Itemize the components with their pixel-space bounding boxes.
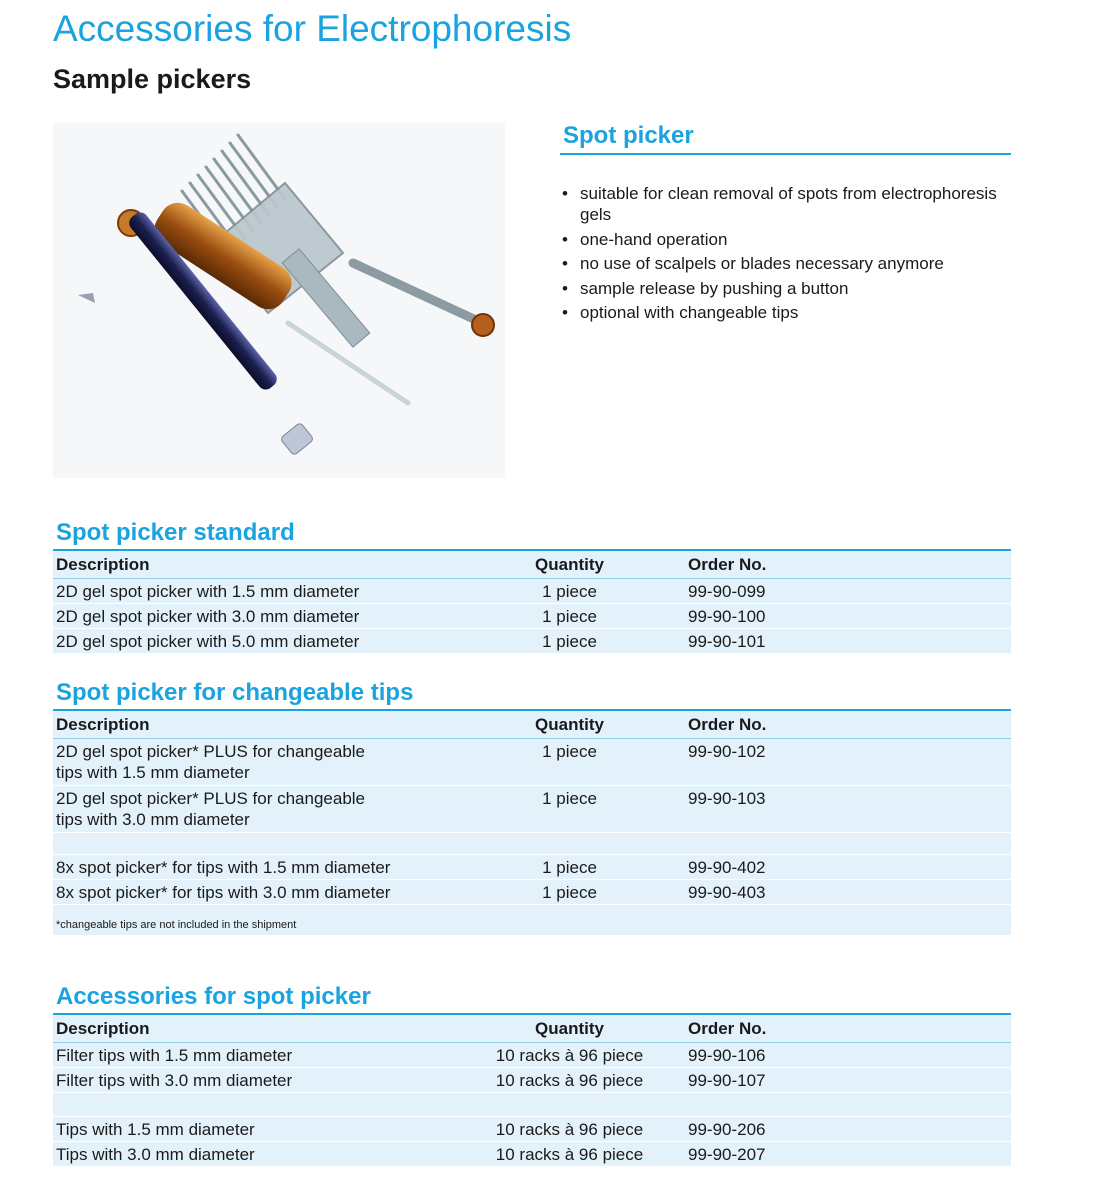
feature-item: • no use of scalpels or blades necessary anymore xyxy=(560,253,1011,274)
table-row xyxy=(53,1117,1011,1142)
cell-quantity: 1 piece xyxy=(542,742,597,761)
cell-order-no: 99-90-101 xyxy=(688,632,766,651)
cell-description xyxy=(53,833,451,835)
table-header xyxy=(53,709,1011,739)
cell-description: 2D gel spot picker with 1.5 mm diameter xyxy=(56,582,360,601)
footnote: *changeable tips are not included in the shipment xyxy=(53,905,1011,935)
spot-picker-info xyxy=(560,120,1011,327)
cell-order-no xyxy=(688,1093,1011,1095)
cell-description: Tips with 3.0 mm diameter xyxy=(56,1145,255,1164)
table-row xyxy=(53,739,1011,786)
header-order-no: Order No. xyxy=(688,555,767,574)
cell-quantity: 10 racks à 96 piece xyxy=(495,1145,644,1164)
page-title: Accessories for Electrophoresis xyxy=(53,8,572,49)
cell-quantity: 1 piece xyxy=(542,789,597,808)
table-accessories-spot-picker xyxy=(53,982,1011,1167)
table-row xyxy=(53,1043,1011,1068)
cell-description xyxy=(53,1093,451,1095)
table-row-spacer xyxy=(53,1093,1011,1117)
table-row xyxy=(53,1142,1011,1167)
cell-description: 2D gel spot picker* PLUS for changeable tips with 3.0 mm diameter xyxy=(56,789,366,829)
cell-quantity: 10 racks à 96 piece xyxy=(495,1120,644,1139)
cell-order-no: 99-90-107 xyxy=(688,1071,766,1090)
cell-description: 2D gel spot picker with 5.0 mm diameter xyxy=(56,632,360,651)
header-quantity: Quantity xyxy=(535,715,604,734)
cell-description: Filter tips with 3.0 mm diameter xyxy=(56,1071,293,1090)
table-title: Spot picker for changeable tips xyxy=(56,679,414,706)
cell-order-no: 99-90-106 xyxy=(688,1046,766,1065)
feature-item: • sample release by pushing a button xyxy=(560,278,1011,299)
table-row xyxy=(53,604,1011,629)
feature-item: • one-hand operation xyxy=(560,229,1011,250)
header-description: Description xyxy=(56,555,150,574)
table-row xyxy=(53,1068,1011,1093)
cell-description: 8x spot picker* for tips with 3.0 mm diameter xyxy=(56,883,391,902)
feature-list xyxy=(560,183,1011,323)
table-header xyxy=(53,1013,1011,1043)
table-row xyxy=(53,629,1011,654)
cell-quantity: 1 piece xyxy=(542,607,597,626)
cell-quantity xyxy=(451,1093,688,1095)
cell-description: 2D gel spot picker with 3.0 mm diameter xyxy=(56,607,360,626)
cell-quantity xyxy=(451,833,688,835)
page-subtitle: Sample pickers xyxy=(53,64,252,94)
cell-order-no: 99-90-206 xyxy=(688,1120,766,1139)
header-description: Description xyxy=(56,715,150,734)
feature-item: • suitable for clean removal of spots from electrophoresis gels xyxy=(560,183,1011,225)
cell-description: Filter tips with 1.5 mm diameter xyxy=(56,1046,293,1065)
cell-quantity: 1 piece xyxy=(542,883,597,902)
table-spot-picker-standard xyxy=(53,518,1011,654)
table-row xyxy=(53,579,1011,604)
spot-picker-heading: Spot picker xyxy=(560,120,1011,155)
cell-quantity: 10 racks à 96 piece xyxy=(495,1046,644,1065)
table-title: Accessories for spot picker xyxy=(56,983,371,1010)
cell-order-no: 99-90-099 xyxy=(688,582,766,601)
table-row-spacer xyxy=(53,833,1011,855)
cell-order-no: 99-90-100 xyxy=(688,607,766,626)
table-row xyxy=(53,786,1011,833)
header-order-no: Order No. xyxy=(688,715,767,734)
feature-item: • optional with changeable tips xyxy=(560,302,1011,323)
table-row xyxy=(53,855,1011,880)
cell-quantity: 1 piece xyxy=(542,632,597,651)
cell-quantity: 1 piece xyxy=(542,582,597,601)
cell-order-no: 99-90-103 xyxy=(688,789,766,808)
cell-order-no: 99-90-403 xyxy=(688,883,766,902)
header-order-no: Order No. xyxy=(688,1019,767,1038)
cell-description: 2D gel spot picker* PLUS for changeable tips with 1.5 mm diameter xyxy=(56,742,366,782)
cell-description: Tips with 1.5 mm diameter xyxy=(56,1120,255,1139)
table-header xyxy=(53,549,1011,579)
table-spot-picker-changeable-tips xyxy=(53,678,1011,935)
cell-description: 8x spot picker* for tips with 1.5 mm diameter xyxy=(56,858,391,877)
cell-order-no: 99-90-102 xyxy=(688,742,766,761)
cell-order-no: 99-90-207 xyxy=(688,1145,766,1164)
header-quantity: Quantity xyxy=(535,555,604,574)
spot-picker-product-photo xyxy=(53,123,505,478)
cell-order-no: 99-90-402 xyxy=(688,858,766,877)
cell-quantity: 1 piece xyxy=(542,858,597,877)
cell-quantity: 10 racks à 96 piece xyxy=(495,1071,644,1090)
table-row xyxy=(53,880,1011,905)
cell-order-no xyxy=(688,833,1011,835)
table-title: Spot picker standard xyxy=(56,519,295,546)
header-quantity: Quantity xyxy=(535,1019,604,1038)
header-description: Description xyxy=(56,1019,150,1038)
